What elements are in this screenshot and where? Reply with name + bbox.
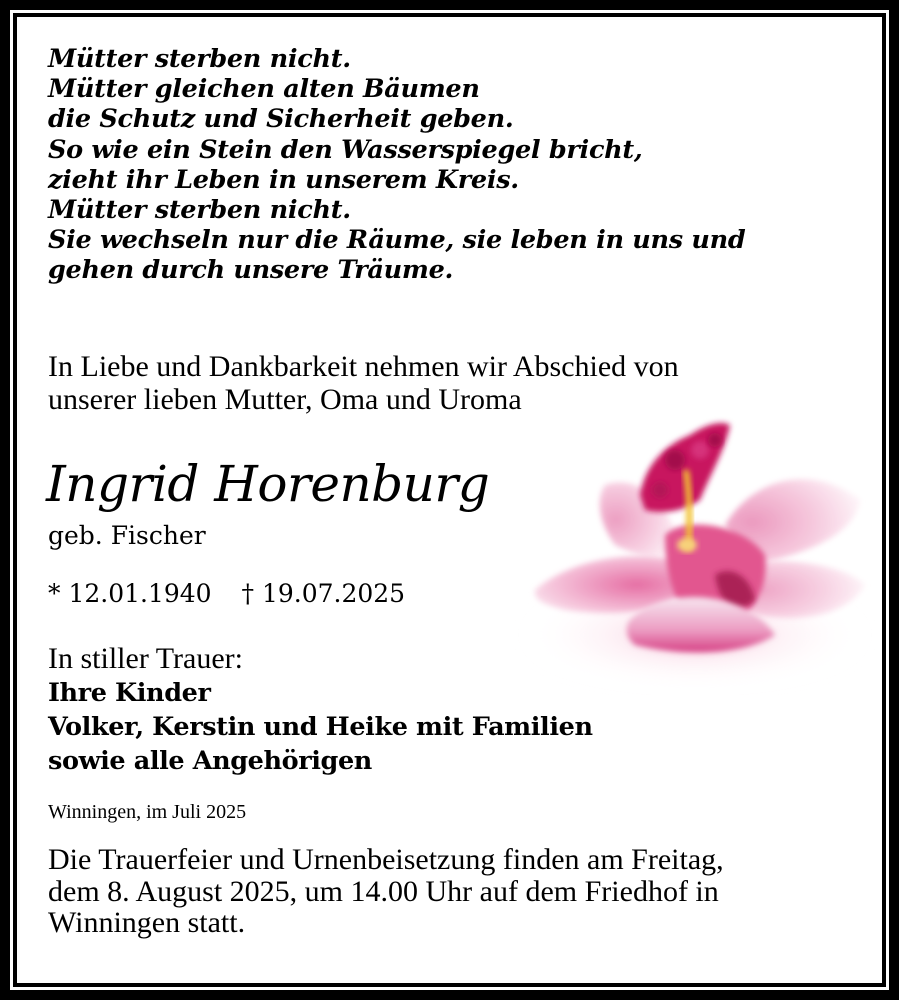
mourner-line: Volker, Kerstin und Heike mit Familien: [48, 712, 593, 742]
memorial-poem: [48, 44, 745, 286]
birth-date: 12.01.1940: [68, 579, 212, 608]
place-and-date: Winningen, im Juli 2025: [48, 801, 247, 823]
intro-line: In Liebe und Dankbarkeit nehmen wir Abschied von: [48, 350, 679, 383]
service-line: dem 8. August 2025, um 14.00 Uhr auf dem Friedhof in: [48, 874, 719, 908]
orchid-image: [515, 405, 875, 695]
service-line: Die Trauerfeier und Urnenbeisetzung finden am Freitag,: [48, 843, 724, 876]
poem-line: Mütter sterben nicht.: [48, 195, 351, 226]
poem-line: Mütter gleichen alten Bäumen: [48, 74, 480, 105]
poem-line: Sie wechseln nur die Räume, sie leben in uns und: [48, 225, 746, 256]
poem-line: gehen durch unsere Träume.: [48, 255, 454, 286]
birth-star-icon: *: [48, 579, 61, 608]
mourning-label: In stiller Trauer:: [48, 642, 243, 675]
death-cross-icon: †: [241, 579, 254, 608]
poem-line: die Schutz und Sicherheit geben.: [48, 104, 514, 135]
death-date: 19.07.2025: [261, 579, 406, 608]
mourners-list: [48, 676, 593, 778]
mourner-line: sowie alle Angehörigen: [48, 746, 372, 776]
poem-line: So wie ein Stein den Wasserspiegel bricht,: [48, 134, 643, 165]
intro-line: unserer lieben Mutter, Oma und Uroma: [48, 383, 522, 416]
poem-line: zieht ihr Leben in unserem Kreis.: [48, 164, 519, 195]
mourner-line: Ihre Kinder: [48, 678, 211, 708]
poem-line: Mütter sterben nicht.: [48, 44, 351, 74]
maiden-name: geb. Fischer: [48, 521, 206, 550]
funeral-service-info: [48, 844, 724, 939]
life-dates: [48, 577, 405, 611]
service-line: Winningen statt.: [48, 906, 246, 939]
deceased-name: Ingrid Horenburg: [46, 455, 490, 513]
